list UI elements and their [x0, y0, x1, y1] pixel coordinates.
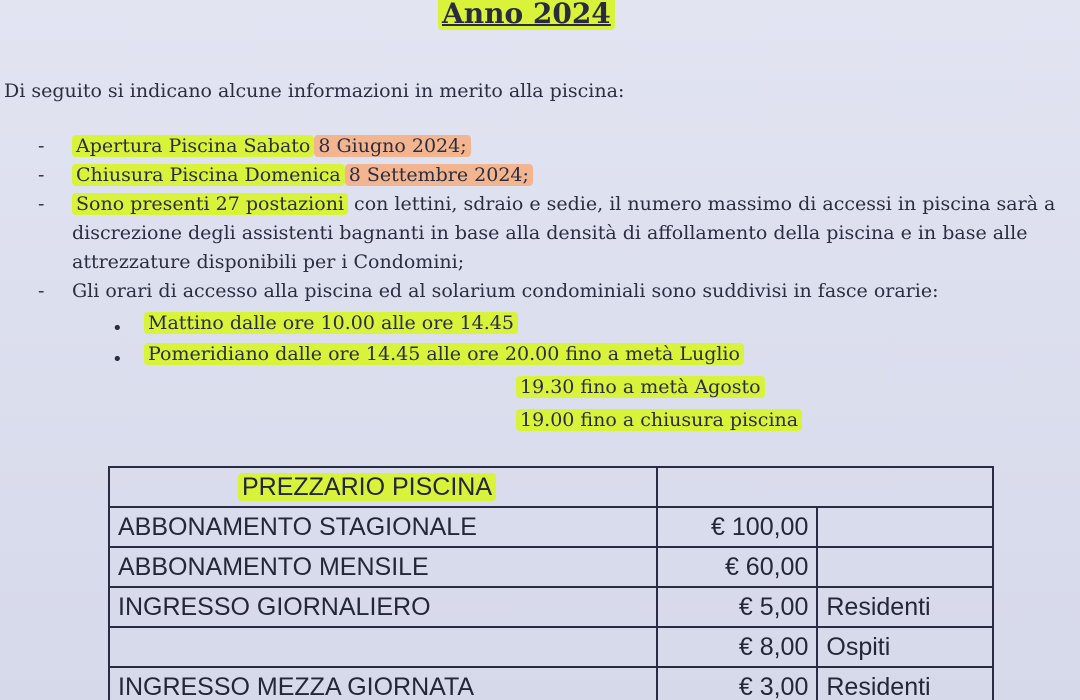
document-title: Anno 2024: [438, 0, 615, 34]
closing-text: Chiusura Piscina Domenica: [72, 164, 345, 186]
list-item: [38, 132, 1072, 161]
table-row: [109, 667, 993, 700]
bullet-marker: •: [112, 318, 123, 339]
table-row: [109, 507, 993, 547]
closing-hours: 19.00 fino a chiusura piscina: [516, 405, 802, 435]
opening-text: Apertura Piscina Sabato: [72, 135, 314, 157]
price-label: INGRESSO GIORNALIERO: [109, 587, 657, 627]
price-note: [817, 507, 993, 547]
dash-marker: -: [38, 193, 45, 215]
hours-intro: Gli orari di accesso alla piscina ed al solarium condominiali sono suddivisi in fasce orarie:: [72, 280, 939, 302]
price-value: € 5,00: [657, 587, 817, 627]
info-list: [38, 132, 1072, 306]
list-item: [38, 277, 1072, 306]
table-row: [109, 547, 993, 587]
price-value: € 60,00: [657, 547, 817, 587]
dash-marker: -: [38, 280, 45, 302]
dash-marker: -: [38, 135, 45, 157]
price-note: Ospiti: [817, 627, 993, 667]
bullet-marker: •: [112, 349, 123, 370]
price-note: Residenti: [817, 667, 993, 700]
afternoon-hours: Pomeridiano dalle ore 14.45 alle ore 20.00 fino a metà Luglio: [144, 339, 744, 369]
list-item: [38, 161, 1072, 190]
list-item: [38, 190, 1072, 277]
price-note: Residenti: [817, 587, 993, 627]
table-row: [109, 467, 993, 507]
dash-marker: -: [38, 164, 45, 186]
intro-text: Di seguito si indicano alcune informazioni in merito alla piscina:: [4, 80, 625, 102]
table-row: [109, 627, 993, 667]
price-note: [817, 547, 993, 587]
price-value: € 3,00: [657, 667, 817, 700]
table-row: [109, 587, 993, 627]
price-value: € 8,00: [657, 627, 817, 667]
closing-date: 8 Settembre 2024;: [345, 164, 533, 186]
table-header: PREZZARIO PISCINA: [109, 467, 657, 507]
table-header-empty: [657, 467, 993, 507]
stations-text: con lettini, sdraio e sedie, il numero massimo di accessi in piscina sarà a discrezione degli assistenti bagnanti in base alla densità di affollamento della piscina e in base alle attrezzature disponibili per i Condomini;: [72, 193, 1056, 273]
price-label: ABBONAMENTO STAGIONALE: [109, 507, 657, 547]
price-value: € 100,00: [657, 507, 817, 547]
price-label: [109, 627, 657, 667]
august-hours: 19.30 fino a metà Agosto: [516, 372, 765, 402]
price-label: ABBONAMENTO MENSILE: [109, 547, 657, 587]
opening-date: 8 Giugno 2024;: [314, 135, 470, 157]
price-label: INGRESSO MEZZA GIORNATA: [109, 667, 657, 700]
stations-highlight: Sono presenti 27 postazioni: [72, 193, 348, 215]
price-table: [108, 466, 994, 700]
morning-hours: Mattino dalle ore 10.00 alle ore 14.45: [144, 308, 518, 338]
